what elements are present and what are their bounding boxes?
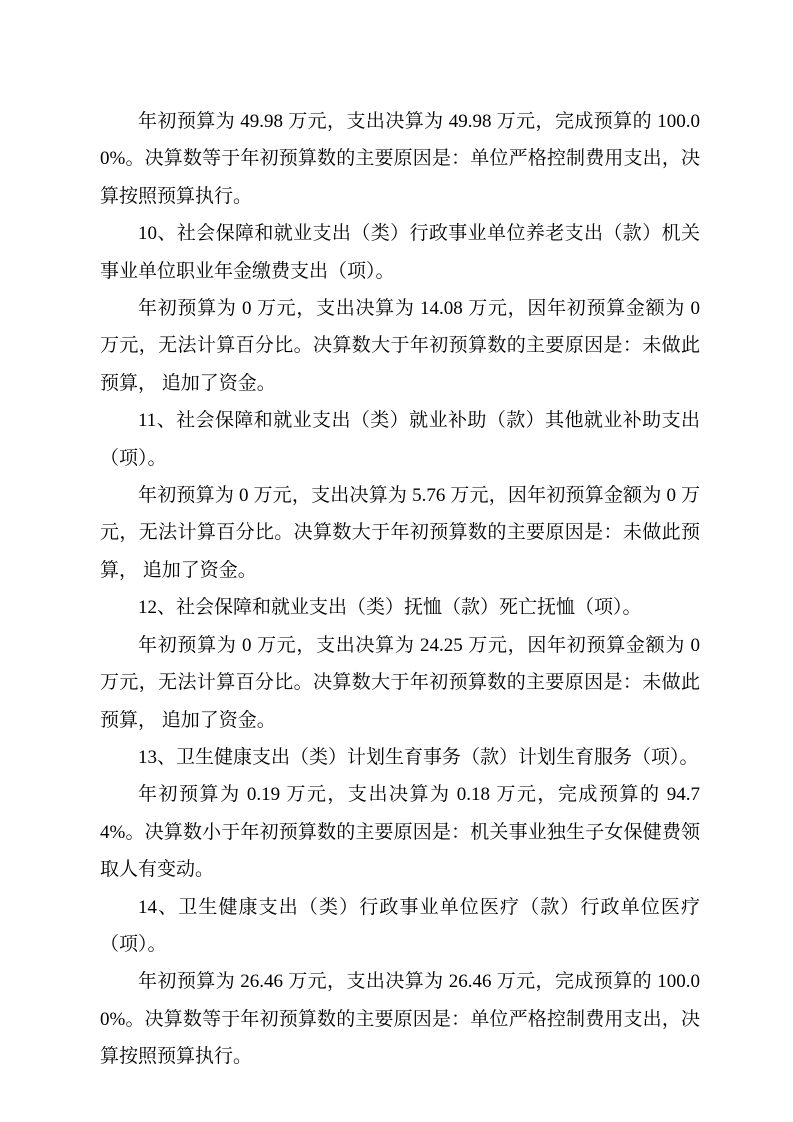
paragraph-item-13-detail: 年初预算为 0.19 万元，支出决算为 0.18 万元，完成预算的 94.74%。决算数小于年初预算数的主要原因是：机关事业独生子女保健费领取人有变动。 [100,784,700,881]
paragraph-item-10-heading: 10、社会保障和就业支出（类）行政事业单位养老支出（款）机关事业单位职业年金缴费支出（项）。 [100,223,700,282]
paragraph-budget-detail-9-tail: 年初预算为 49.98 万元，支出决算为 49.98 万元，完成预算的 100.00%。决算数等于年初预算数的主要原因是：单位严格控制费用支出，决算按照预算执行。 [100,111,700,207]
paragraph-item-10-detail: 年初预算为 0 万元，支出决算为 14.08 万元，因年初预算金额为 0 万元，无法计算百分比。决算数大于年初预算数的主要原因是：未做此预算， 追加了资金。 [100,298,700,394]
document-body-text [100,103,700,1076]
paragraph-item-11-detail: 年初预算为 0 万元，支出决算为 5.76 万元，因年初预算金额为 0 万元，无法计算百分比。决算数大于年初预算数的主要原因是：未做此预算， 追加了资金。 [100,485,700,581]
paragraph-item-12-detail: 年初预算为 0 万元，支出决算为 24.25 万元，因年初预算金额为 0 万元，无法计算百分比。决算数大于年初预算数的主要原因是：未做此预算， 追加了资金。 [100,634,700,731]
paragraph-item-13-heading: 13、卫生健康支出（类）计划生育事务（款）计划生育服务（项）。 [138,746,699,768]
paragraph-item-12-heading: 12、社会保障和就业支出（类）抚恤（款）死亡抚恤（项）。 [138,597,642,619]
paragraph-item-14-detail: 年初预算为 26.46 万元，支出决算为 26.46 万元，完成预算的 100.00%。决算数等于年初预算数的主要原因是：单位严格控制费用支出，决算按照预算执行。 [100,971,700,1068]
paragraph-item-14-heading: 14、卫生健康支出（类）行政事业单位医疗（款）行政单位医疗（项）。 [100,896,700,955]
paragraph-item-11-heading: 11、社会保障和就业支出（类）就业补助（款）其他就业补助支出（项）。 [100,410,700,469]
